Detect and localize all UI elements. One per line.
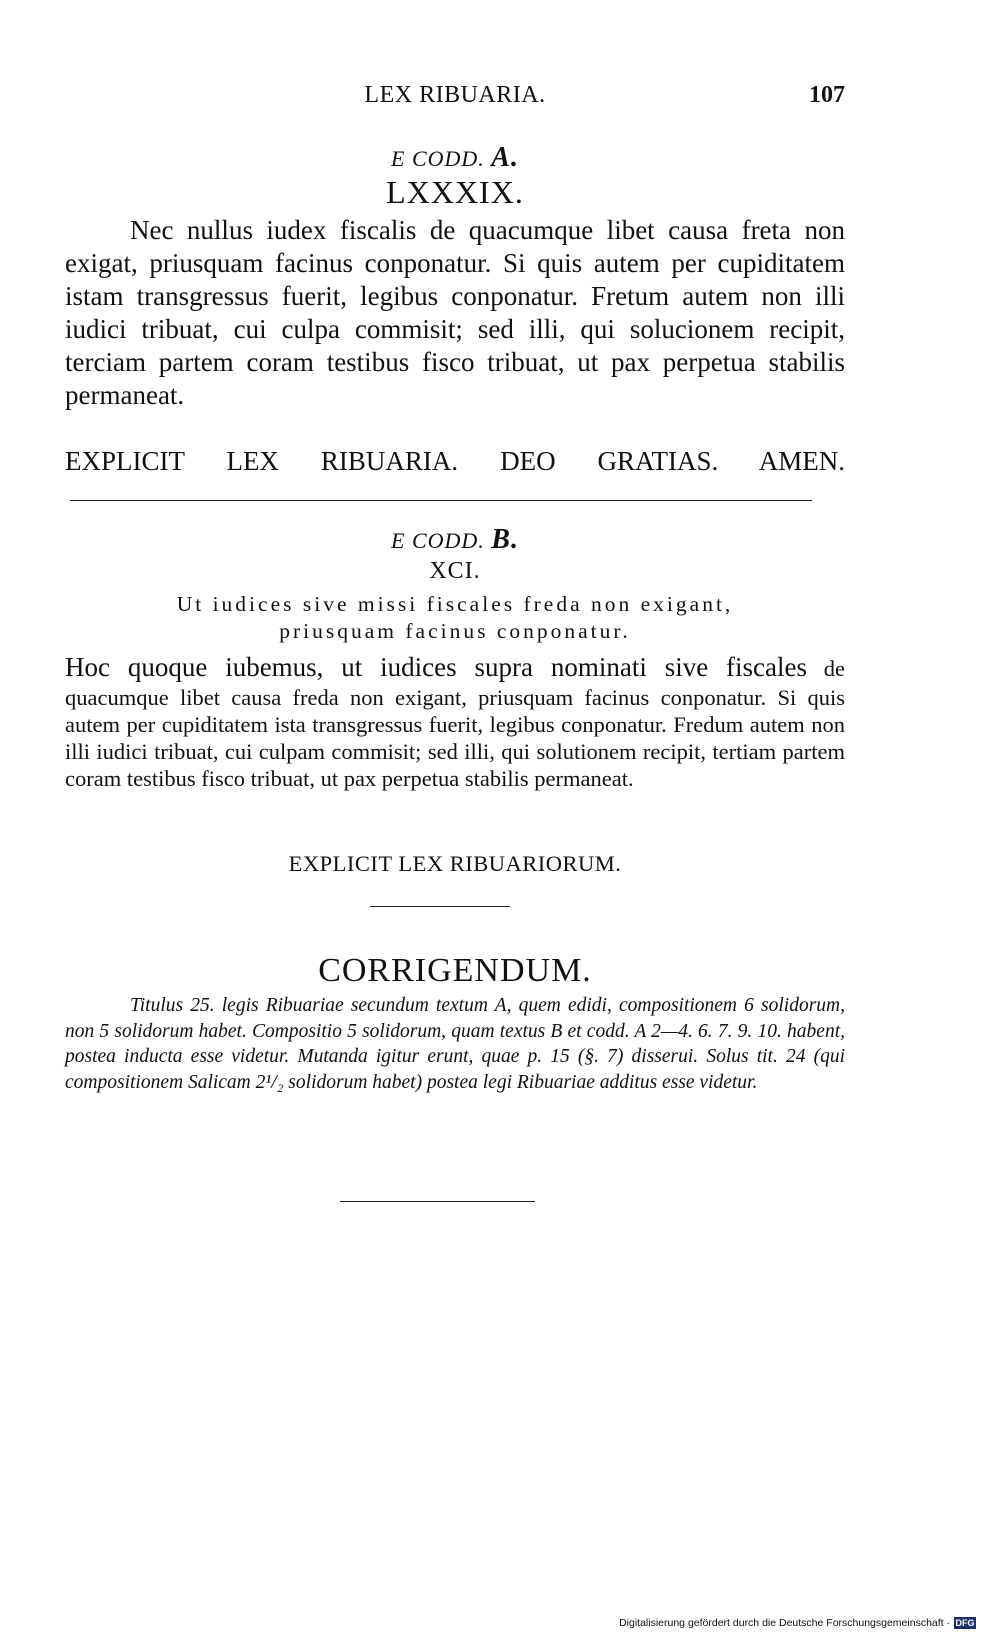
dfg-logo: DFG [955,1618,975,1628]
rubric-line-1: Ut iudices sive missi fiscales freda non exigant, [176,592,734,616]
page-number: 107 [809,82,845,108]
section-b-explicit: EXPLICIT LEX RIBUARIORUM. [288,851,622,876]
section-a-explicit: EXPLICIT LEX RIBUARIA. DEO GRATIAS. AMEN. [65,446,845,476]
corrigendum-heading: CORRIGENDUM. [318,952,592,989]
codex-a-letter: A. [491,142,519,173]
section-b-text-rest: de quacumque libet causa freda non exigant, priusquam facinus conponatur. Si quis autem per cupiditatem ista transgressus fuerit, legibus conponatur. Fredum autem non illi iudici tribuat, cui culpam commisit; sed illi, qui solutionem recipit, tertiam partem coram testibus fisco tribuat, ut pax perpetua stabilis permaneat. [65,656,846,791]
running-head [65,82,845,112]
codex-b-letter: B. [491,524,519,555]
short-divider [370,906,510,907]
codex-a-label [65,142,845,174]
chapter-lxxxix: LXXXIX. [386,174,524,210]
rubric-line-2: priusquam facinus conponatur. [279,619,631,643]
digitization-credit: Digitalisierung gefördert durch die Deutsche Forschungsgemeinschaft · [619,1617,950,1629]
section-divider [70,500,812,501]
corrigendum-text: Titulus 25. legis Ribuariae secundum textum A, quem edidi, compositionem 6 solidorum, non 5 solidorum habet. Compositio 5 solidorum, quam textus B et codd. A 2—4. 6. 7. 9. 10. habent, postea inducta esse videtur. Mutanda igitur erunt, quae p. 15 (§. 7) disserui. Solus tit. 24 (qui compositionem Salicam 2¹/₂ solidorum habet) postea legi Ribuariae additus esse videtur. [65,995,845,1093]
section-b-text [65,651,845,792]
chapter-xci: XCI. [429,558,481,584]
section-b-text-lead: Hoc quoque iubemus, ut iudices supra nominati sive fiscales [65,652,808,682]
running-head-title: LEX RIBUARIA. [364,82,546,108]
codex-b-label [65,524,845,556]
chapter-rubric [65,591,845,645]
book-page [65,0,845,1635]
section-a-text: Nec nullus iudex fiscalis de quacumque libet causa freta non exigat, priusquam facinus conponatur. Si quis autem per cupiditatem istam transgressus fuerit, legibus conponatur. Fretum autem non illi iudici tribuat, cui culpa commisit; sed illi, qui solucionem recipit, terciam partem coram testibus fisco tribuat, ut pax perpetua stabilis permaneat. [65,215,845,410]
codex-b-prefix: E CODD. [391,528,485,553]
codex-a-prefix: E CODD. [391,146,485,171]
end-divider [340,1201,535,1202]
